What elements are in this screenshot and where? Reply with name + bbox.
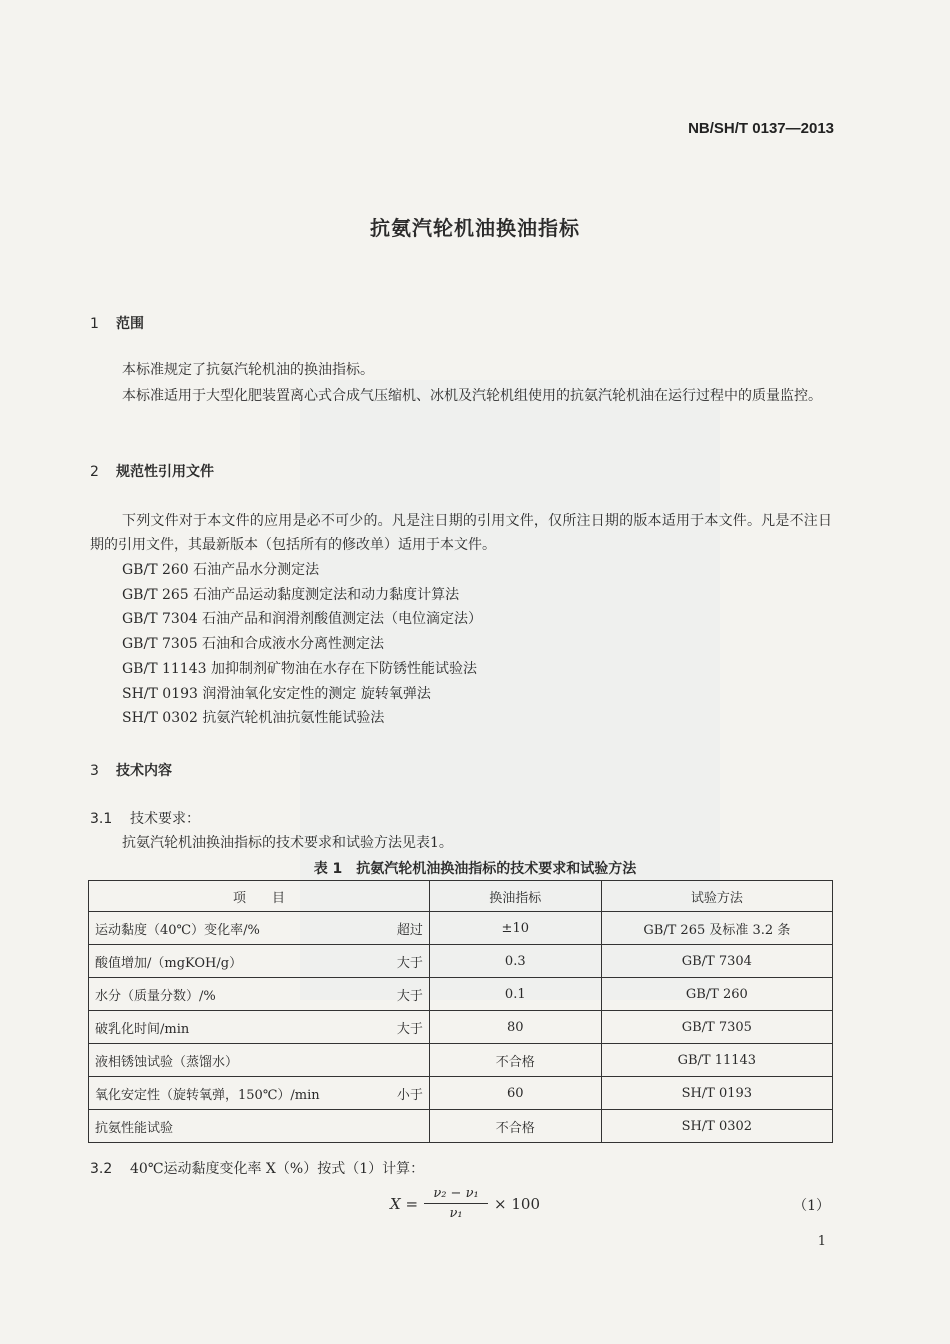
document-title: 抗氨汽轮机油换油指标 <box>370 216 580 240</box>
limit-cell: 0.1 <box>429 978 601 1011</box>
reference-item: GB/T 7304 石油产品和润滑剂酸值测定法（电位滴定法） <box>122 611 483 628</box>
reference-item: GB/T 265 石油产品运动黏度测定法和动力黏度计算法 <box>122 586 460 603</box>
item-name: 破乳化时间/min <box>95 1021 190 1037</box>
item-cell <box>89 1077 430 1110</box>
table-row <box>89 978 833 1011</box>
limit-cell: ±10 <box>429 912 601 945</box>
method-cell: GB/T 260 <box>601 978 832 1011</box>
limit-cell: 80 <box>429 1011 601 1044</box>
page-number: 1 <box>817 1234 826 1249</box>
section-number: 3 <box>90 763 99 779</box>
subsection-number: 3.2 <box>90 1161 113 1177</box>
section-number: 1 <box>90 316 99 332</box>
section-number: 2 <box>90 464 99 480</box>
subsection-title: 技术要求： <box>130 811 200 827</box>
item-name: 酸值增加/（mgKOH/g） <box>95 955 243 971</box>
method-cell: GB/T 7305 <box>601 1011 832 1044</box>
item-name: 液相锈蚀试验（蒸馏水） <box>95 1054 239 1070</box>
table-row <box>89 1044 833 1077</box>
standard-code: NB/SH/T 0137—2013 <box>688 120 834 137</box>
refs-intro: 下列文件对于本文件的应用是必不可少的。凡是注日期的引用文件，仅所注日期的版本适用于本文件。凡是不注日期的引用文件，其最新版本（包括所有的修改单）适用于本文件。 <box>90 513 832 553</box>
header-item: 项 目 <box>89 881 430 912</box>
subsection-3-1-text: 抗氨汽轮机油换油指标的技术要求和试验方法见表1。 <box>122 835 453 851</box>
item-cell <box>89 1110 430 1143</box>
reference-list <box>122 558 482 731</box>
item-qualifier: 小于 <box>396 1087 423 1103</box>
header-method: 试验方法 <box>601 881 832 912</box>
item-name: 运动黏度（40℃）变化率/% <box>95 922 260 938</box>
section-title: 规范性引用文件 <box>116 464 214 480</box>
scope-paragraph-1: 本标准规定了抗氨汽轮机油的换油指标。 <box>122 362 374 378</box>
reference-item: GB/T 11143 加抑制剂矿物油在水存在下防锈性能试验法 <box>122 660 477 677</box>
reference-item: GB/T 260 石油产品水分测定法 <box>122 562 320 578</box>
formula-denominator: ν₁ <box>449 1206 463 1221</box>
formula-lhs: X = <box>390 1194 419 1213</box>
item-qualifier: 大于 <box>396 955 423 971</box>
header-limit: 换油指标 <box>429 881 601 912</box>
item-qualifier: 超过 <box>396 922 423 938</box>
formula-1 <box>390 1186 540 1221</box>
table-header-row <box>89 881 833 912</box>
item-cell <box>89 1011 430 1044</box>
item-cell <box>89 978 430 1011</box>
subsection-3-1 <box>90 808 200 828</box>
table-row <box>89 912 833 945</box>
subsection-3-2 <box>90 1158 424 1178</box>
subsection-number: 3.1 <box>90 811 113 827</box>
method-cell: GB/T 7304 <box>601 945 832 978</box>
limit-cell: 不合格 <box>429 1044 601 1077</box>
equation-number: （1） <box>793 1198 830 1214</box>
section-title: 技术内容 <box>116 763 172 779</box>
reference-item: GB/T 7305 石油和合成液水分离性测定法 <box>122 636 385 653</box>
item-name: 水分（质量分数）/% <box>95 988 216 1004</box>
item-qualifier: 大于 <box>396 1021 423 1037</box>
item-cell <box>89 945 430 978</box>
limit-cell: 0.3 <box>429 945 601 978</box>
item-qualifier: 大于 <box>396 988 423 1004</box>
method-cell: GB/T 265 及标准 3.2 条 <box>601 912 832 945</box>
table-row <box>89 945 833 978</box>
section-title: 范围 <box>116 316 144 332</box>
limit-cell: 60 <box>429 1077 601 1110</box>
item-cell <box>89 912 430 945</box>
section-3-heading <box>90 760 172 780</box>
subsection-text: 40℃运动黏度变化率 X（%）按式（1）计算： <box>130 1161 425 1177</box>
table-caption: 表 1 抗氨汽轮机油换油指标的技术要求和试验方法 <box>313 861 637 877</box>
limit-cell: 不合格 <box>429 1110 601 1143</box>
fraction-bar <box>424 1203 488 1204</box>
item-cell <box>89 1044 430 1077</box>
table-row <box>89 1077 833 1110</box>
table-row <box>89 1110 833 1143</box>
formula-fraction <box>424 1186 488 1221</box>
formula-numerator: ν₂ − ν₁ <box>433 1186 479 1201</box>
scope-paragraph-2: 本标准适用于大型化肥装置离心式合成气压缩机、冰机及汽轮机组使用的抗氨汽轮机油在运行过程中的质量监控。 <box>122 388 822 404</box>
reference-item: SH/T 0302 抗氨汽轮机油抗氨性能试验法 <box>122 710 385 727</box>
method-cell: SH/T 0302 <box>601 1110 832 1143</box>
section-1-heading <box>90 313 144 333</box>
section-2-heading <box>90 461 214 481</box>
method-cell: SH/T 0193 <box>601 1077 832 1110</box>
item-name: 氧化安定性（旋转氧弹，150℃）/min <box>95 1087 320 1103</box>
formula-rhs: × 100 <box>494 1194 540 1213</box>
table-row <box>89 1011 833 1044</box>
spec-table <box>88 880 833 1143</box>
reference-item: SH/T 0193 润滑油氧化安定性的测定 旋转氧弹法 <box>122 685 431 702</box>
method-cell: GB/T 11143 <box>601 1044 832 1077</box>
item-name: 抗氨性能试验 <box>95 1120 174 1136</box>
